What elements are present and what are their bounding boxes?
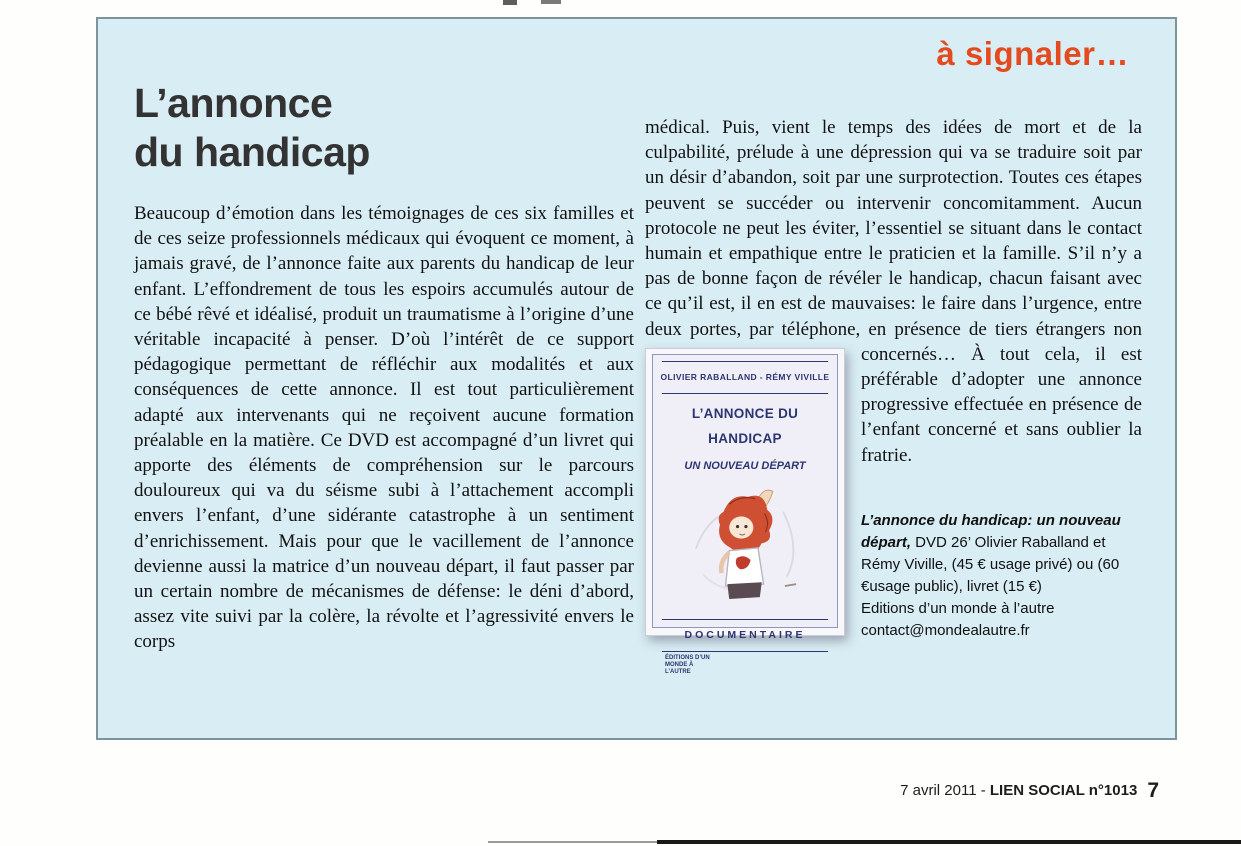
- footer-date: 7 avril 2011 -: [900, 782, 990, 799]
- page-footer: [900, 779, 1159, 803]
- dvd-subtitle: UN NOUVEAU DÉPART: [684, 460, 806, 473]
- article-title: [134, 79, 634, 177]
- section-tag: à signaler…: [936, 35, 1129, 72]
- right-column: [645, 115, 1143, 676]
- dvd-cover-photo: [645, 348, 845, 676]
- scan-artifact: [488, 841, 657, 843]
- scan-artifact: [657, 840, 1241, 844]
- caption-contact: contact@mondealautre.fr: [861, 621, 1030, 639]
- dvd-genre: DOCUMENTAIRE: [684, 628, 806, 641]
- scan-artifact: [503, 0, 517, 5]
- dvd-rule: [662, 393, 828, 394]
- child-illustration: [659, 482, 831, 619]
- right-column-text-part2: cela, il est préférable d’adopter une annonce progressive effectuée en présence de l’enfant concerné et sans oublier la fratrie.: [861, 343, 1143, 466]
- dvd-rule: [662, 651, 828, 652]
- right-column-text-part1: médical. Puis, vient le temps des idées de mort et de la culpabilité, prélude à une dépression qui va se traduire soit par un désir d’abandon, soit par une surprotection. Toutes ces étapes peuvent se succéder ou intervenir concomitamment. Aucun protocole ne peut les éviter, l’essentiel se situant dans le contact humain et empathique entre le praticien et la famille. S’il n’y a pas de bonne façon de révéler le handicap, chacun faisant avec ce qu’il est, il en est de mauvaises: le faire dans l’urgence, entre deux portes, par téléphone, en présence de tiers étrangers non concernés… À tout: [645, 117, 1142, 365]
- dvd-cover: [652, 354, 838, 676]
- article-title-line2: du handicap: [134, 129, 370, 175]
- dvd-title: L’ANNONCE DU HANDICAP: [691, 406, 799, 447]
- caption-publisher: Editions d’un monde à l’autre: [861, 599, 1055, 617]
- left-column-text: Beaucoup d’émotion dans les témoignages de ces six familles et de ces seize professionnels médicaux qui évoquent ce moment, à jamais gravé, de l’annonce faite aux parents du handicap de leur enfant. L’effondrement de tous les espoirs accumulés autour de ce bébé rêvé et idéalisé, produit un traumatisme à l’origine d’une véritable incapacité à penser. D’où l’intérêt de ce support pédagogique permettant de réfléchir aux modalités et aux conséquences de cette annonce. Il est tout particulièrement adapté aux intervenants qui ne reçoivent aucune formation préalable en la matière. Ce DVD est accompagné d’un livret qui apporte des éléments de compréhension sur le parcours douloureux qui va du séisme subi à l’attachement accompli envers l’enfant, d’une sidérante catastrophe à un sentiment d’enrichissement. Mais pour que le vacillement de l’annonce devienne aussi la matrice d’un nouveau départ, il faut passer par un certain nombre de mécanismes de défense: le déni d’abord, assez vite suivi par la colère, la révolte et l’agressivité envers le corps: [134, 203, 634, 653]
- caption-title: L’annonce du handicap: un nouveau départ,: [861, 511, 1121, 551]
- scan-artifact: [541, 0, 561, 4]
- article-title-line1: L’annonce: [134, 80, 333, 126]
- footer-magazine: LIEN SOCIAL n°1013: [989, 782, 1138, 799]
- dvd-authors: OLIVIER RABALLAND - RÉMY VIVILLE: [660, 371, 830, 382]
- article-panel: [96, 17, 1177, 740]
- caption-details: DVD 26’ Olivier Raballand et Rémy Viville, (45 € usage privé) ou (60 €usage public), livret (15 €): [861, 533, 1120, 595]
- dvd-publisher-logo: ÉDITIONS D’UN MONDE À L’AUTRE: [665, 655, 710, 676]
- page-number: 7: [1147, 779, 1159, 802]
- left-column: [134, 79, 634, 655]
